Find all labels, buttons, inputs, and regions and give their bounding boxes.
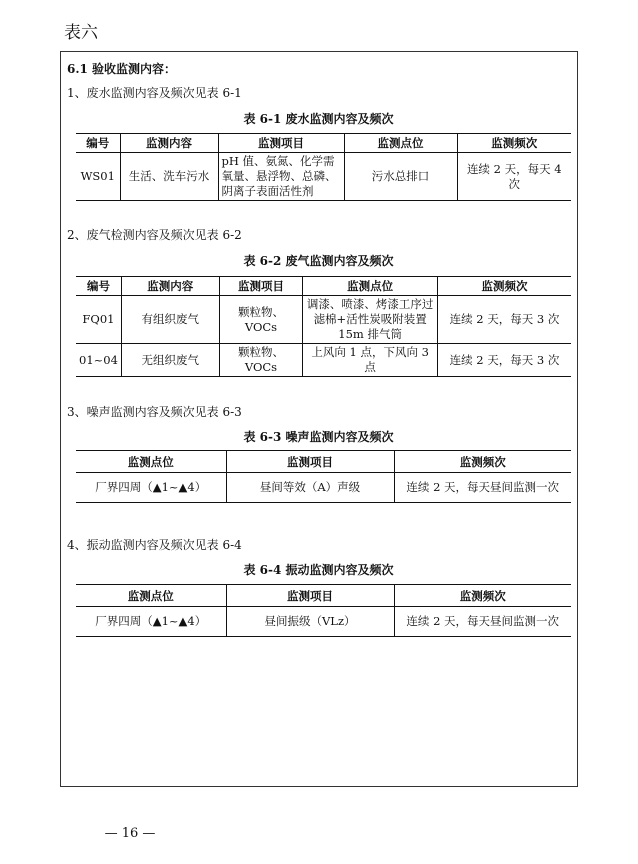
- table-cell: 连续 2 天，每天 3 次: [437, 296, 571, 344]
- wastewater-table: [76, 133, 571, 201]
- header-cell: 编号: [76, 277, 121, 296]
- header-cell: 监测频次: [394, 451, 571, 473]
- table-row: [76, 296, 571, 344]
- table-6-2-caption: 表 6-2 废气监测内容及频次: [243, 254, 394, 268]
- table-header-row: [76, 277, 571, 296]
- page-header-title: 表六: [64, 23, 98, 43]
- table-cell: 昼间振级（VLz）: [226, 607, 394, 637]
- header-cell: 监测内容: [120, 134, 218, 153]
- vibration-table: [76, 584, 571, 637]
- table-cell: 颗粒物、VOCs: [219, 344, 303, 377]
- table-cell: 污水总排口: [344, 153, 457, 201]
- header-cell: 监测项目: [226, 451, 394, 473]
- table-header-row: [76, 585, 571, 607]
- header-cell: 监测项目: [226, 585, 394, 607]
- table-6-1-caption: 表 6-1 废水监测内容及频次: [243, 112, 394, 126]
- table-cell: 颗粒物、VOCs: [219, 296, 303, 344]
- header-cell: 监测点位: [344, 134, 457, 153]
- table-cell: 无组织废气: [121, 344, 219, 377]
- table-cell: 厂界四周（▲1~▲4）: [76, 607, 226, 637]
- header-cell: 编号: [76, 134, 120, 153]
- table-cell: 有组织废气: [121, 296, 219, 344]
- wastewater-intro: 1、废水监测内容及频次见表 6-1: [67, 86, 242, 100]
- noise-intro: 3、噪声监测内容及频次见表 6-3: [67, 405, 242, 419]
- table-cell: FQ01: [76, 296, 121, 344]
- table-cell: 上风向 1 点，下风向 3 点: [303, 344, 438, 377]
- vibration-intro: 4、振动监测内容及频次见表 6-4: [67, 538, 242, 552]
- table-cell: 连续 2 天，每天 4 次: [457, 153, 571, 201]
- table-header-row: [76, 451, 571, 473]
- noise-table: [76, 450, 571, 503]
- content-frame: [60, 51, 578, 787]
- table-row: [76, 344, 571, 377]
- header-cell: 监测项目: [218, 134, 344, 153]
- table-cell: 厂界四周（▲1~▲4）: [76, 473, 226, 503]
- section-title: 6.1 验收监测内容：: [67, 62, 177, 76]
- table-cell: 调漆、喷漆、烤漆工序过滤棉+活性炭吸附装置 15m 排气筒: [303, 296, 438, 344]
- table-cell: 连续 2 天，每天昼间监测一次: [394, 473, 571, 503]
- table-header-row: [76, 134, 571, 153]
- header-cell: 监测频次: [437, 277, 571, 296]
- header-cell: 监测项目: [219, 277, 303, 296]
- table-cell: 昼间等效（A）声级: [226, 473, 394, 503]
- table-cell: 生活、洗车污水: [120, 153, 218, 201]
- table-cell: 01~04: [76, 344, 121, 377]
- header-cell: 监测内容: [121, 277, 219, 296]
- header-cell: 监测频次: [394, 585, 571, 607]
- header-cell: 监测点位: [76, 451, 226, 473]
- waste-gas-intro: 2、废气检测内容及频次见表 6-2: [67, 228, 242, 242]
- table-cell: 连续 2 天，每天昼间监测一次: [394, 607, 571, 637]
- table-cell: pH 值、氨氮、化学需氧量、悬浮物、总磷、阴离子表面活性剂: [218, 153, 344, 201]
- header-cell: 监测点位: [303, 277, 438, 296]
- table-cell: 连续 2 天，每天 3 次: [437, 344, 571, 377]
- page-number: — 16 —: [104, 826, 156, 841]
- table-row: [76, 607, 571, 637]
- table-6-4-caption: 表 6-4 振动监测内容及频次: [243, 563, 394, 577]
- header-cell: 监测频次: [457, 134, 571, 153]
- table-cell: WS01: [76, 153, 120, 201]
- table-row: [76, 153, 571, 201]
- header-cell: 监测点位: [76, 585, 226, 607]
- table-row: [76, 473, 571, 503]
- waste-gas-table: [76, 276, 571, 377]
- table-6-3-caption: 表 6-3 噪声监测内容及频次: [243, 430, 394, 444]
